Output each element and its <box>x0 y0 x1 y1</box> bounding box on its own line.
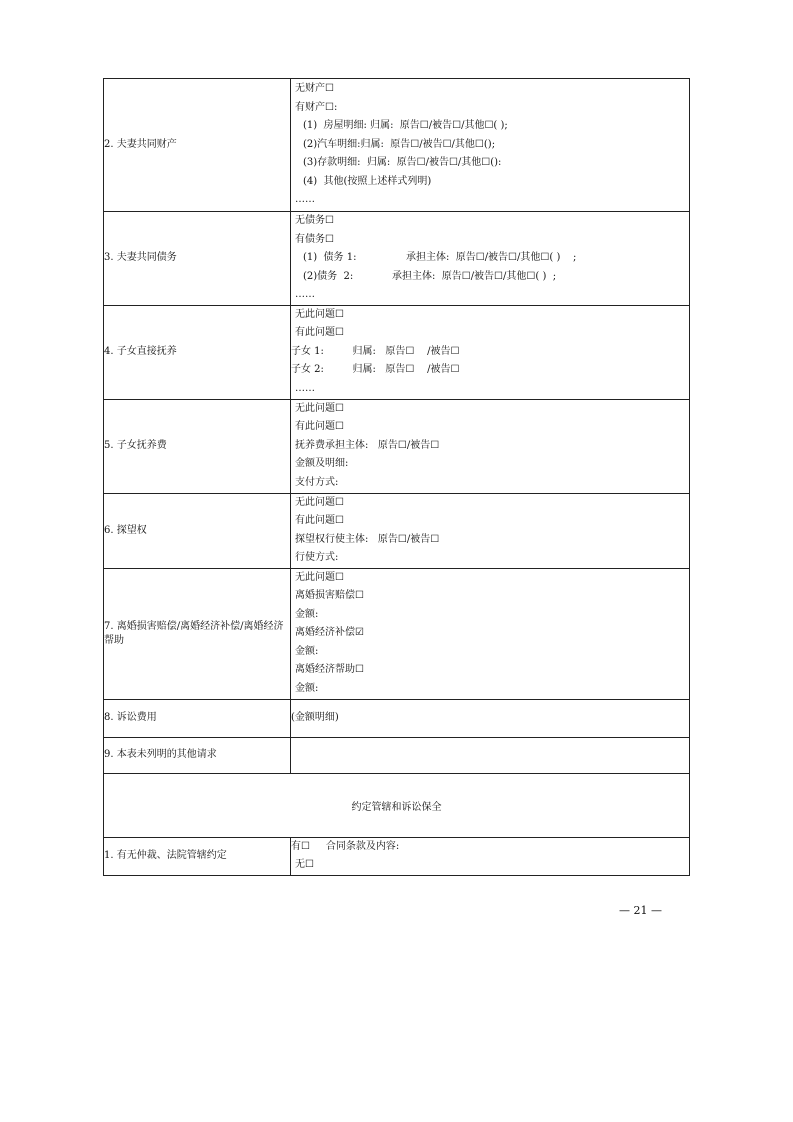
option-line: (1) 房屋明细: 归属: 原告☐/被告☐/其他☐( ); <box>303 120 508 132</box>
option-line: 金额及明细: <box>295 458 349 470</box>
row-label: 4. 子女直接抚养 <box>104 305 291 399</box>
row-content <box>291 212 690 306</box>
option-line: 无债务☐ <box>295 215 334 226</box>
option-line <box>291 268 689 287</box>
page-number: — 21 — <box>619 904 662 917</box>
option-line: (金额明细) <box>291 711 339 723</box>
option-line: …… <box>295 382 315 394</box>
option-line: 无此问题☐ <box>295 308 344 320</box>
option-line: 支付方式: <box>295 476 339 488</box>
row-content <box>291 493 690 568</box>
row-label: 5. 子女抚养费 <box>104 399 291 493</box>
option-line: (3)存款明细: 归属: 原告☐/被告☐/其他☐(): <box>303 157 502 169</box>
row-label: 1. 有无仲裁、法院管辖约定 <box>104 837 291 875</box>
debt-bearer: 承担主体: 原告☐/被告☐/其他☐( ) ; <box>392 270 557 282</box>
table-row <box>104 737 690 773</box>
row-content <box>291 699 690 737</box>
option-line: 离婚经济补偿☑ <box>295 627 364 639</box>
table-row <box>104 305 690 399</box>
option-line: 无财产☐ <box>295 83 334 95</box>
row-content <box>291 568 690 699</box>
row-label: 2. 夫妻共同财产 <box>104 79 291 212</box>
option-line: 抚养费承担主体: 原告☐/被告☐ <box>295 439 440 451</box>
option-line: 无此问题☐ <box>295 571 344 583</box>
row-content <box>291 737 690 773</box>
debt-bearer: 承担主体: 原告☐/被告☐/其他☐( ) ; <box>406 252 577 263</box>
section-heading-row <box>104 773 690 837</box>
option-line: 子女 1: 归属: 原告☐ /被告☐ <box>291 345 460 357</box>
table-row <box>104 212 690 306</box>
table-row <box>104 568 690 699</box>
row-label: 6. 探望权 <box>104 493 291 568</box>
table-row <box>104 837 690 875</box>
row-content <box>291 837 690 875</box>
table-row <box>104 493 690 568</box>
table-row <box>104 79 690 212</box>
row-label: 9. 本表未列明的其他请求 <box>104 737 291 773</box>
option-line: …… <box>295 194 315 206</box>
option-line: (4) 其他(按照上述样式列明) <box>303 175 432 187</box>
option-line: 有☐ 合同条款及内容: <box>291 840 400 852</box>
option-line: 有财产☐: <box>295 101 338 113</box>
option-line: …… <box>295 289 315 300</box>
table-row <box>104 399 690 493</box>
option-line: 离婚损害赔偿☐ <box>295 590 364 602</box>
option-line: 无此问题☐ <box>295 496 344 508</box>
row-content <box>291 305 690 399</box>
row-content <box>291 79 690 212</box>
row-label: 3. 夫妻共同债务 <box>104 212 291 306</box>
section-title: 约定管辖和诉讼保全 <box>104 773 690 837</box>
option-line: 有此问题☐ <box>295 327 344 339</box>
option-line: 有此问题☐ <box>295 421 344 433</box>
option-line: 探望权行使主体: 原告☐/被告☐ <box>295 533 440 545</box>
complaint-form-table <box>103 78 690 876</box>
row-label: 8. 诉讼费用 <box>104 699 291 737</box>
option-line: (2)汽车明细:归属: 原告☐/被告☐/其他☐(); <box>303 138 496 150</box>
option-line: 金额: <box>295 682 319 694</box>
option-line: 金额: <box>295 645 319 657</box>
option-line: 无此问题☐ <box>295 402 344 414</box>
option-line: 有此问题☐ <box>295 515 344 526</box>
debt-item: (2)债务 2: <box>303 270 354 282</box>
debt-item: (1) 债务 1: <box>303 252 357 263</box>
option-line: 金额: <box>295 608 319 620</box>
option-line: 行使方式: <box>295 552 339 563</box>
row-content <box>291 399 690 493</box>
option-line: 无☐ <box>295 859 314 870</box>
option-line <box>291 249 689 268</box>
option-line: 有债务☐ <box>295 233 334 245</box>
option-line: 离婚经济帮助☐ <box>295 664 364 676</box>
option-line: 子女 2: 归属: 原告☐ /被告☐ <box>291 364 460 376</box>
table-row <box>104 699 690 737</box>
row-label: 7. 离婚损害赔偿/离婚经济补偿/离婚经济帮助 <box>104 568 291 699</box>
